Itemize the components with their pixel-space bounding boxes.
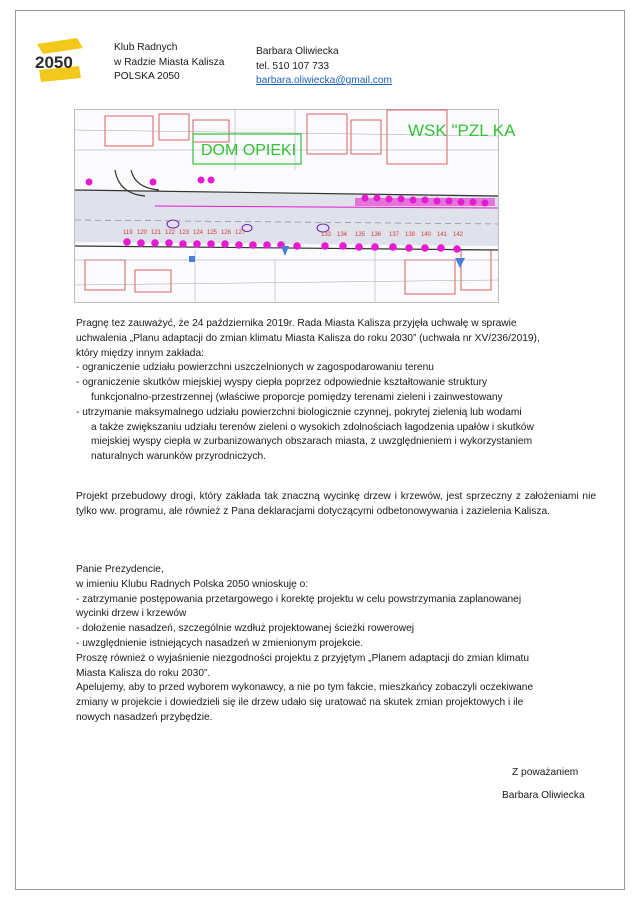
appeal-line-1: Apelujemy, aby to przed wyborem wykonawcy, a nie po tym fakcie, mieszkańcy zobaczyli oczekiwane — [76, 682, 534, 694]
sender-phone: tel. 510 107 733 — [256, 60, 330, 72]
svg-text:140: 140 — [421, 232, 432, 238]
wsk-label: WSK "PZL KA — [408, 121, 516, 140]
p1-item-1: - ograniczenie udziału powierzchni uszczelnionych w zagospodarowaniu terenu — [76, 362, 434, 374]
contact-block — [256, 45, 392, 89]
sender-name: Barbara Oliwiecka — [256, 46, 339, 57]
dom-opieki-label: DOM OPIEKI — [201, 142, 297, 159]
request-3: - uwzględnienie istniejących nasadzeń w zmienionym projekcie. — [76, 637, 364, 649]
polska-2050-logo — [33, 38, 87, 82]
org-line-3: POLSKA 2050 — [114, 71, 180, 83]
closing-phrase: Z poważaniem — [512, 767, 579, 778]
svg-text:122: 122 — [165, 230, 176, 236]
p1-line-3: który między innym zakłada: — [76, 347, 204, 359]
svg-text:123: 123 — [179, 230, 190, 236]
appeal-line-3: nowych nasadzeń przybędzie. — [76, 711, 213, 723]
paragraph-project-conflict: Projekt przebudowy drogi, który zakłada tak znaczną wycinkę drzew i krzewów, jest sprzeczny z założeniami nie tylko ww. programu, ale również z Pana deklaracjami dotyczącymi odbetonowywania i zazielenia Kalisza. — [76, 491, 596, 517]
svg-text:135: 135 — [355, 232, 366, 238]
svg-text:142: 142 — [453, 232, 464, 238]
p1-item-3c: miejskiej wyspy ciepła w zurbanizowanych obszarach miasta, z uwzględnieniem i wykorzystaniem — [91, 436, 533, 448]
p1-item-3a: - utrzymanie maksymalnego udziału powierzchni biologicznie czynnej, pokrytej zielenią lub wodami — [76, 406, 522, 418]
p1-line-1: Pragnę tez zauważyć, że 24 października 2019r. Rada Miasta Kalisza przyjęła uchwałę w sprawie — [76, 318, 517, 329]
paragraph-requests — [76, 563, 596, 726]
svg-text:134: 134 — [337, 232, 348, 238]
svg-text:136: 136 — [371, 232, 382, 238]
organization-block — [114, 41, 224, 85]
svg-text:138: 138 — [405, 232, 416, 238]
sender-email-link[interactable]: barbara.oliwiecka@gmail.com — [256, 75, 393, 87]
svg-text:141: 141 — [437, 232, 448, 238]
org-line-2: w Radzie Miasta Kalisza — [114, 56, 225, 68]
logo-text: 2050 — [35, 53, 73, 72]
salutation: Panie Prezydencie, — [76, 564, 164, 575]
p1-line-2: uchwalenia „Planu adaptacji do zmian klimatu Miasta Kalisza do roku 2030” (uchwała nr XV/236/2019), — [76, 332, 540, 344]
p1-item-2b: funkcjonalno-przestrzennej (właściwe proporcje pomiędzy terenami zieleni i zainwestowany — [91, 391, 503, 403]
svg-text:120: 120 — [137, 230, 148, 236]
svg-text:124: 124 — [193, 230, 204, 236]
request-1b: wycinki drzew i krzewów — [76, 608, 187, 620]
svg-text:127: 127 — [235, 230, 246, 236]
signature: Barbara Oliwiecka — [502, 790, 585, 801]
svg-text:121: 121 — [151, 230, 162, 236]
ask-line-1: Proszę również o wyjaśnienie niezgodności projektu z przyjętym „Planem adaptacji do zmian klimatu — [76, 652, 529, 664]
p1-item-3b: a także zwiększaniu udziału terenów zieleni o wysokich zdolnościach łagodzenia upałów i skutków — [91, 421, 534, 433]
appeal-line-2: zmiany w projekcie i dowiedzieli się ile drzew udało się uratować na skutek zmian projektowych i ile — [76, 697, 524, 709]
paragraph-climate-plan — [76, 317, 596, 465]
road-plan-drawing — [75, 110, 516, 302]
org-line-1: Klub Radnych — [114, 42, 178, 53]
request-2: - dołożenie nasadzeń, szczególnie wzdłuż projektowanej ścieżki rowerowej — [76, 623, 415, 635]
p1-item-3d: naturalnych warunków przyrodniczych. — [91, 451, 266, 463]
road-plan-map — [74, 109, 516, 303]
svg-text:126: 126 — [221, 230, 232, 236]
svg-text:125: 125 — [207, 230, 218, 236]
svg-text:133: 133 — [321, 232, 332, 238]
svg-text:119: 119 — [123, 230, 133, 236]
requests-intro: w imieniu Klubu Radnych Polska 2050 wnioskuję o: — [76, 578, 309, 590]
ask-line-2: Miasta Kalisza do roku 2030”. — [76, 667, 211, 679]
request-1a: - zatrzymanie postępowania przetargowego i korektę projektu w celu powstrzymania zaplanowanej — [76, 593, 522, 605]
logo-yellow-shape — [37, 38, 83, 54]
svg-text:137: 137 — [389, 232, 400, 238]
p1-item-2a: - ograniczenie skutków miejskiej wyspy ciepła poprzez odpowiednie kształtowanie struktury — [76, 377, 488, 389]
